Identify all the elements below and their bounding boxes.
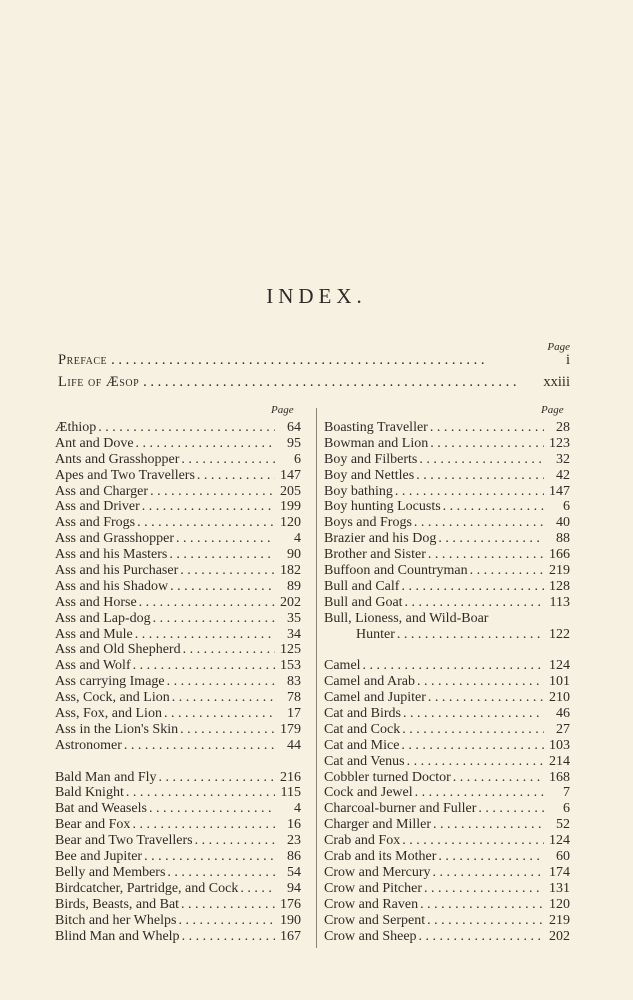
entry-page: 202 (549, 928, 570, 944)
entry-page: 28 (556, 420, 570, 435)
entry-title: Camel and Arab (324, 674, 415, 690)
entry-title: Ants and Grasshopper (55, 451, 180, 467)
leader-dots (417, 674, 544, 690)
entry-title: Boy hunting Locusts (324, 499, 441, 515)
entry-page: 166 (549, 547, 570, 563)
index-entry (55, 531, 301, 547)
leader-dots (167, 674, 275, 690)
leader-dots (405, 595, 544, 611)
entry-page: 95 (287, 435, 301, 451)
entry-title: Cat and Mice (324, 737, 400, 753)
entry-page: 6 (563, 499, 570, 515)
leader-dots (414, 515, 544, 531)
entry-page: 4 (294, 801, 301, 817)
index-entry (324, 468, 570, 484)
leader-dots (181, 897, 275, 913)
index-entry (324, 436, 570, 452)
index-entry (55, 897, 301, 913)
entry-page: 34 (287, 626, 301, 642)
index-entry (324, 817, 570, 833)
index-entry (55, 865, 301, 881)
entry-page: 216 (280, 769, 301, 785)
entry-title: Cat and Birds (324, 706, 401, 722)
entry-page: 179 (280, 721, 301, 737)
entry-page: 125 (280, 642, 301, 658)
leader-dots (428, 690, 544, 706)
entry-title: Bald Man and Fly (55, 769, 157, 785)
entry-title: Ass and Old Shepherd (55, 642, 181, 658)
entry-title: Belly and Members (55, 864, 166, 880)
entry-page: 6 (294, 451, 301, 467)
section-spacer (55, 754, 301, 770)
leader-dots (144, 849, 275, 865)
leader-dots (133, 658, 275, 674)
index-entry (55, 627, 301, 643)
index-entry (55, 913, 301, 929)
index-entry (55, 833, 301, 849)
leader-dots (420, 897, 544, 913)
index-entry (55, 849, 301, 865)
entry-page: 199 (280, 499, 301, 515)
entry-title: Bull and Calf (324, 578, 400, 594)
entry-page: 190 (280, 912, 301, 928)
index-entry (55, 595, 301, 611)
index-entry (324, 499, 570, 515)
entry-page: 42 (556, 467, 570, 483)
leader-dots (137, 515, 275, 531)
entry-page: 78 (287, 690, 301, 706)
entry-title: Ass and Horse (55, 594, 137, 610)
entry-title: Ass and Lap-dog (55, 610, 151, 626)
index-entry (324, 627, 570, 643)
entry-page: 176 (280, 896, 301, 912)
leader-dots (195, 833, 275, 849)
entry-page: 52 (556, 817, 570, 833)
entry-page: 168 (549, 769, 570, 785)
entry-title: Boasting Traveller (324, 420, 428, 435)
leader-dots (181, 452, 275, 468)
entry-title: Cock and Jewel (324, 785, 413, 801)
front-matter-page: xxiii (543, 374, 570, 390)
leader-dots (98, 420, 275, 436)
index-entry (324, 913, 570, 929)
front-matter-preface (58, 352, 570, 368)
entry-title: Crow and Sheep (324, 928, 417, 944)
index-entry (324, 452, 570, 468)
leader-dots (135, 627, 275, 643)
left-column-page-header: Page (271, 404, 294, 416)
entry-page: 210 (549, 690, 570, 706)
entry-title: Ass, Cock, and Lion (55, 690, 170, 706)
leader-dots (427, 913, 544, 929)
leader-dots (170, 579, 275, 595)
entry-page: 4 (294, 531, 301, 547)
index-entry (324, 754, 570, 770)
entry-title: Birdcatcher, Partridge, and Cock (55, 880, 239, 896)
index-entry (324, 658, 570, 674)
leader-dots (143, 374, 539, 390)
leader-dots (149, 801, 275, 817)
entry-title: Ass and Frogs (55, 515, 136, 531)
entry-title: Bear and Fox (55, 817, 131, 833)
entry-page: 124 (549, 833, 570, 849)
index-entry (55, 420, 301, 436)
entry-title: Bee and Jupiter (55, 849, 143, 865)
page-title: INDEX. (266, 284, 367, 308)
entry-page: 86 (287, 849, 301, 865)
index-entry (55, 611, 301, 627)
leader-dots (419, 929, 544, 945)
page-column-label: Page (547, 341, 570, 353)
leader-dots (438, 531, 544, 547)
entry-title: Boy bathing (324, 483, 393, 499)
index-entry (55, 929, 301, 945)
index-entry (55, 547, 301, 563)
index-entry (55, 658, 301, 674)
entry-title: Brazier and his Dog (324, 531, 437, 547)
entry-title: Bear and Two Travellers (55, 833, 193, 849)
entry-title: Ass carrying Image (55, 674, 165, 690)
leader-dots (164, 706, 275, 722)
entry-page: 205 (280, 483, 301, 499)
entry-title: Ass in the Lion's Skin (55, 721, 179, 737)
entry-title: Ass and Grasshopper (55, 531, 174, 547)
entry-page: 214 (549, 753, 570, 769)
entry-page: 101 (549, 674, 570, 690)
entry-page: 88 (556, 531, 570, 547)
index-entry (55, 436, 301, 452)
leader-dots (176, 531, 275, 547)
entry-page: 120 (549, 896, 570, 912)
index-entry (324, 738, 570, 754)
index-entry (324, 865, 570, 881)
index-entry (324, 420, 570, 436)
entry-page: 44 (287, 737, 301, 753)
leader-dots (416, 468, 544, 484)
index-entry (55, 706, 301, 722)
entry-title: Crow and Mercury (324, 864, 431, 880)
entry-page: 23 (287, 833, 301, 849)
leader-dots (433, 817, 544, 833)
entry-page: 219 (549, 912, 570, 928)
leader-dots (453, 770, 544, 786)
leader-dots (111, 352, 562, 368)
index-entry (324, 706, 570, 722)
front-matter-page: i (565, 352, 570, 368)
leader-dots (415, 785, 544, 801)
entry-page: 120 (280, 515, 301, 531)
index-entry (55, 452, 301, 468)
leader-dots (401, 738, 544, 754)
entry-title: Crow and Pitcher (324, 880, 422, 896)
leader-dots (478, 801, 544, 817)
entry-title: Bull and Goat (324, 594, 403, 610)
index-entry (55, 468, 301, 484)
leader-dots (401, 579, 544, 595)
entry-title: Charcoal-burner and Fuller (324, 801, 477, 817)
leader-dots (402, 722, 544, 738)
index-entry (324, 674, 570, 690)
leader-dots (139, 595, 275, 611)
index-entry (324, 881, 570, 897)
entry-page: 167 (280, 928, 301, 944)
index-entry (324, 515, 570, 531)
leader-dots (180, 563, 275, 579)
index-entry (55, 738, 301, 754)
entry-title: Crab and its Mother (324, 849, 437, 865)
right-column-page-header: Page (541, 404, 564, 416)
index-entry (324, 849, 570, 865)
entry-title: Crow and Serpent (324, 912, 426, 928)
index-entry (324, 563, 570, 579)
entry-page: 35 (287, 610, 301, 626)
entry-title: Ant and Dove (55, 435, 134, 451)
index-entry (55, 579, 301, 595)
index-entry (324, 785, 570, 801)
leader-dots (402, 833, 544, 849)
entry-title: Boy and Filberts (324, 451, 418, 467)
leader-dots (180, 722, 275, 738)
leader-dots (240, 881, 275, 897)
entry-page: 147 (549, 483, 570, 499)
entry-title: Buffoon and Countryman (324, 563, 468, 579)
left-index-column (55, 420, 301, 944)
entry-title: Ass and Driver (55, 499, 140, 515)
index-entry (55, 722, 301, 738)
entry-page: 32 (556, 451, 570, 467)
leader-dots (169, 547, 275, 563)
index-entry (55, 563, 301, 579)
index-entry (55, 801, 301, 817)
front-matter-label: Life of Æsop (58, 374, 140, 390)
entry-page: 103 (549, 737, 570, 753)
entry-title: Charger and Miller (324, 817, 432, 833)
entry-title: Camel and Jupiter (324, 690, 426, 706)
entry-page: 153 (280, 658, 301, 674)
index-entry (55, 817, 301, 833)
entry-page: 46 (556, 706, 570, 722)
entry-title: Birds, Beasts, and Bat (55, 896, 180, 912)
entry-page: 17 (287, 706, 301, 722)
entry-title: Cat and Venus (324, 753, 405, 769)
leader-dots (183, 642, 275, 658)
index-entry (324, 531, 570, 547)
index-entry (55, 770, 301, 786)
entry-title: Bat and Weasels (55, 801, 147, 817)
entry-title: Æthiop (55, 420, 97, 435)
leader-dots (443, 499, 544, 515)
entry-title: Ass and his Masters (55, 547, 168, 563)
index-entry (55, 690, 301, 706)
entry-page: 90 (287, 547, 301, 563)
entry-page: 113 (549, 594, 570, 610)
index-entry (324, 690, 570, 706)
entry-title: Crow and Raven (324, 896, 419, 912)
index-entry (324, 722, 570, 738)
entry-page: 202 (280, 594, 301, 610)
entry-title: Brother and Sister (324, 547, 426, 563)
index-entry (324, 595, 570, 611)
entry-page: 182 (280, 563, 301, 579)
index-entry (324, 929, 570, 945)
entry-title: Cobbler turned Doctor (324, 769, 451, 785)
entry-page: 122 (549, 626, 570, 642)
entry-title: Ass and his Purchaser (55, 563, 179, 579)
front-matter-life-of-aesop (58, 374, 570, 390)
index-entry (55, 499, 301, 515)
entry-title: Ass, Fox, and Lion (55, 706, 162, 722)
entry-title: Boy and Nettles (324, 467, 415, 483)
leader-dots (424, 881, 544, 897)
entry-title: Bald Knight (55, 785, 124, 801)
index-entry (324, 770, 570, 786)
entry-page: 7 (563, 785, 570, 801)
leader-dots (172, 690, 275, 706)
entry-page: 6 (563, 801, 570, 817)
leader-dots (430, 436, 544, 452)
index-entry (55, 642, 301, 658)
leader-dots (159, 770, 276, 786)
entry-page: 123 (549, 435, 570, 451)
entry-title: Camel (324, 658, 361, 674)
entry-page: 147 (280, 467, 301, 483)
leader-dots (433, 865, 544, 881)
entry-page: 54 (287, 864, 301, 880)
entry-title: Bitch and her Whelps (55, 912, 177, 928)
leader-dots (136, 436, 275, 452)
entry-title: Ass and Mule (55, 626, 133, 642)
leader-dots (395, 484, 544, 500)
entry-title: Blind Man and Whelp (55, 928, 180, 944)
leader-dots (403, 706, 544, 722)
leader-dots (430, 420, 544, 436)
entry-page: 131 (549, 880, 570, 896)
index-entry (55, 515, 301, 531)
entry-page: 16 (287, 817, 301, 833)
section-spacer (324, 642, 570, 658)
leader-dots (407, 754, 544, 770)
index-entry (324, 801, 570, 817)
leader-dots (142, 499, 275, 515)
leader-dots (167, 865, 275, 881)
entry-title: Ass and Wolf (55, 658, 131, 674)
leader-dots (126, 785, 275, 801)
entry-page: 64 (287, 420, 301, 435)
leader-dots (197, 468, 275, 484)
leader-dots (363, 658, 544, 674)
entry-page: 89 (287, 578, 301, 594)
leader-dots (428, 547, 544, 563)
leader-dots (178, 913, 275, 929)
entry-page: 27 (556, 721, 570, 737)
leader-dots (397, 627, 544, 643)
entry-page: 60 (556, 849, 570, 865)
entry-title: Cat and Cock (324, 721, 401, 737)
index-entry (55, 785, 301, 801)
entry-title: Astronomer (55, 737, 122, 753)
column-divider (316, 408, 317, 948)
leader-dots (182, 929, 275, 945)
index-entry (324, 484, 570, 500)
index-entry (55, 881, 301, 897)
entry-title: Ass and his Shadow (55, 578, 169, 594)
front-matter-label: Preface (58, 352, 108, 368)
entry-title: Apes and Two Travellers (55, 467, 195, 483)
entry-page: 174 (549, 864, 570, 880)
entry-title: Bull, Lioness, and Wild-Boar (324, 610, 489, 626)
entry-page: 94 (287, 880, 301, 896)
leader-dots (150, 484, 275, 500)
entry-title: Boys and Frogs (324, 515, 412, 531)
entry-title: Crab and Fox (324, 833, 401, 849)
leader-dots (470, 563, 544, 579)
index-entry (324, 579, 570, 595)
entry-page: 124 (549, 658, 570, 674)
leader-dots (132, 817, 275, 833)
entry-title: Hunter (356, 626, 395, 642)
index-entry (324, 547, 570, 563)
leader-dots (438, 849, 544, 865)
index-entry (55, 674, 301, 690)
index-entry (324, 833, 570, 849)
entry-page: 128 (549, 578, 570, 594)
leader-dots (124, 738, 275, 754)
index-entry (324, 611, 570, 627)
entry-title: Ass and Charger (55, 483, 149, 499)
entry-page: 83 (287, 674, 301, 690)
right-index-column (324, 420, 570, 944)
entry-page: 40 (556, 515, 570, 531)
index-entry (324, 897, 570, 913)
entry-page: 219 (549, 563, 570, 579)
index-entry (55, 484, 301, 500)
entry-title: Bowman and Lion (324, 435, 429, 451)
leader-dots (153, 611, 275, 627)
leader-dots (419, 452, 544, 468)
entry-page: 115 (280, 785, 301, 801)
